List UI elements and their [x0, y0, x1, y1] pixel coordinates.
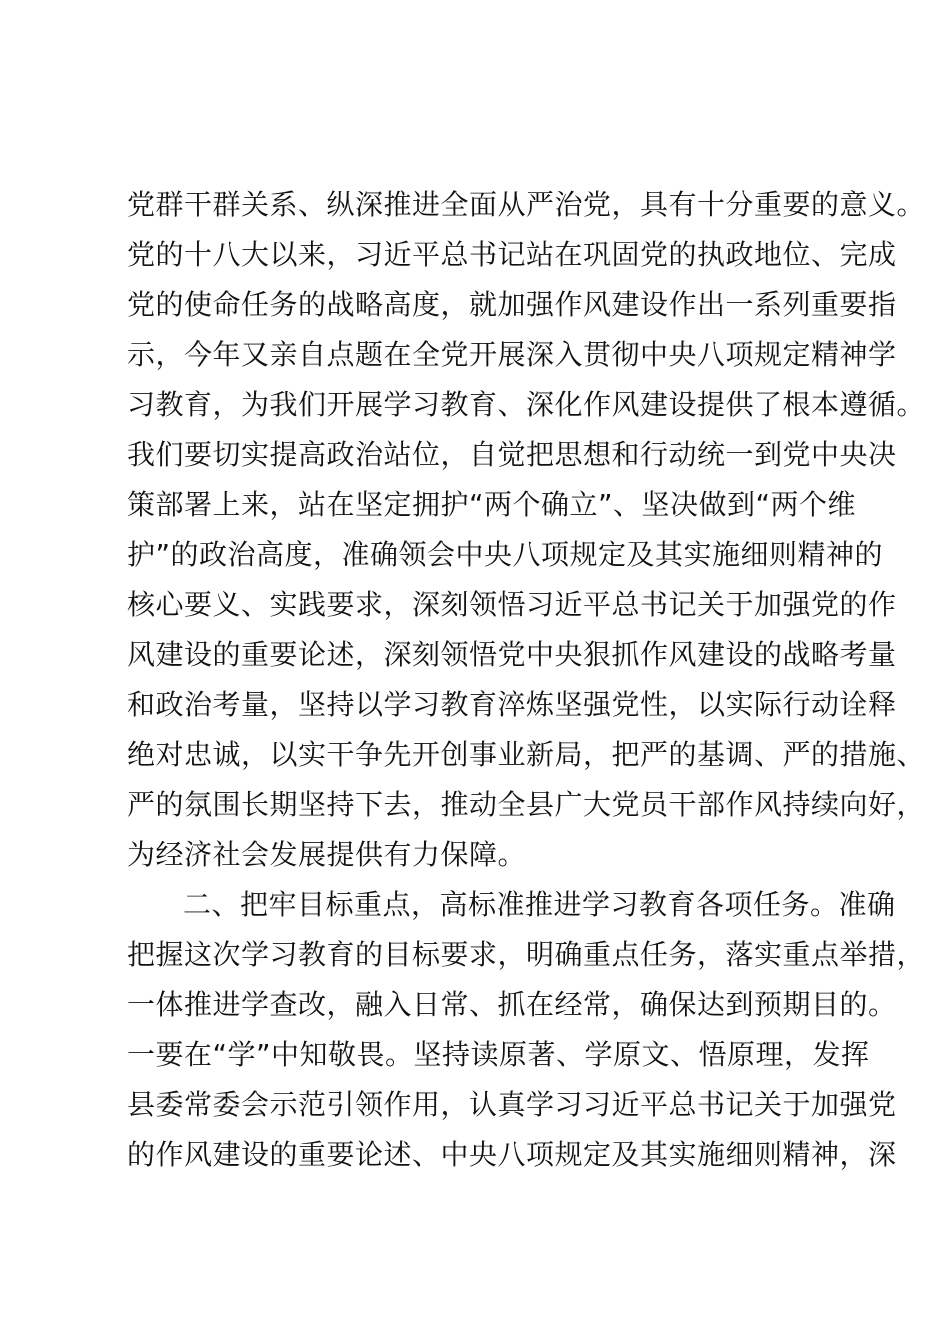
text-line: 严的氛围长期坚持下去，推动全县广大党员干部作风持续向好， — [127, 788, 926, 821]
text-line: 护”的政治高度，准确领会中央八项规定及其实施细则精神的 — [127, 538, 884, 571]
text-line: 和政治考量，坚持以学习教育淬炼坚强党性，以实际行动诠释 — [127, 688, 897, 721]
text-line: 把握这次学习教育的目标要求，明确重点任务，落实重点举措， — [127, 938, 926, 971]
text-line: 习教育，为我们开展学习教育、深化作风建设提供了根本遵循。 — [127, 388, 926, 421]
body-text — [127, 180, 926, 1180]
section-heading-line: 二、把牢目标重点，高标准推进学习教育各项任务。准确 — [183, 888, 896, 921]
text-line: 一体推进学查改，融入日常、抓在经常，确保达到预期目的。 — [127, 988, 897, 1021]
text-line: 示，今年又亲自点题在全党开展深入贯彻中央八项规定精神学 — [127, 338, 897, 371]
text-line: 绝对忠诚，以实干争先开创事业新局，把严的基调、严的措施、 — [127, 738, 926, 771]
text-line: 党群干群关系、纵深推进全面从严治党，具有十分重要的意义。 — [127, 188, 926, 221]
text-line: 一要在“学”中知敬畏。坚持读原著、学原文、悟原理，发挥 — [127, 1038, 870, 1071]
text-line: 的作风建设的重要论述、中央八项规定及其实施细则精神，深 — [127, 1138, 897, 1171]
text-line: 为经济社会发展提供有力保障。 — [127, 838, 527, 871]
text-line: 党的使命任务的战略高度，就加强作风建设作出一系列重要指 — [127, 288, 897, 321]
text-line: 县委常委会示范引领作用，认真学习习近平总书记关于加强党 — [127, 1088, 897, 1121]
text-line: 策部署上来，站在坚定拥护“两个确立”、坚决做到“两个维 — [127, 488, 857, 521]
text-line: 核心要义、实践要求，深刻领悟习近平总书记关于加强党的作 — [127, 588, 897, 621]
text-line: 党的十八大以来，习近平总书记站在巩固党的执政地位、完成 — [127, 238, 897, 271]
text-line: 我们要切实提高政治站位，自觉把思想和行动统一到党中央决 — [127, 438, 897, 471]
text-line: 风建设的重要论述，深刻领悟党中央狠抓作风建设的战略考量 — [127, 638, 897, 671]
